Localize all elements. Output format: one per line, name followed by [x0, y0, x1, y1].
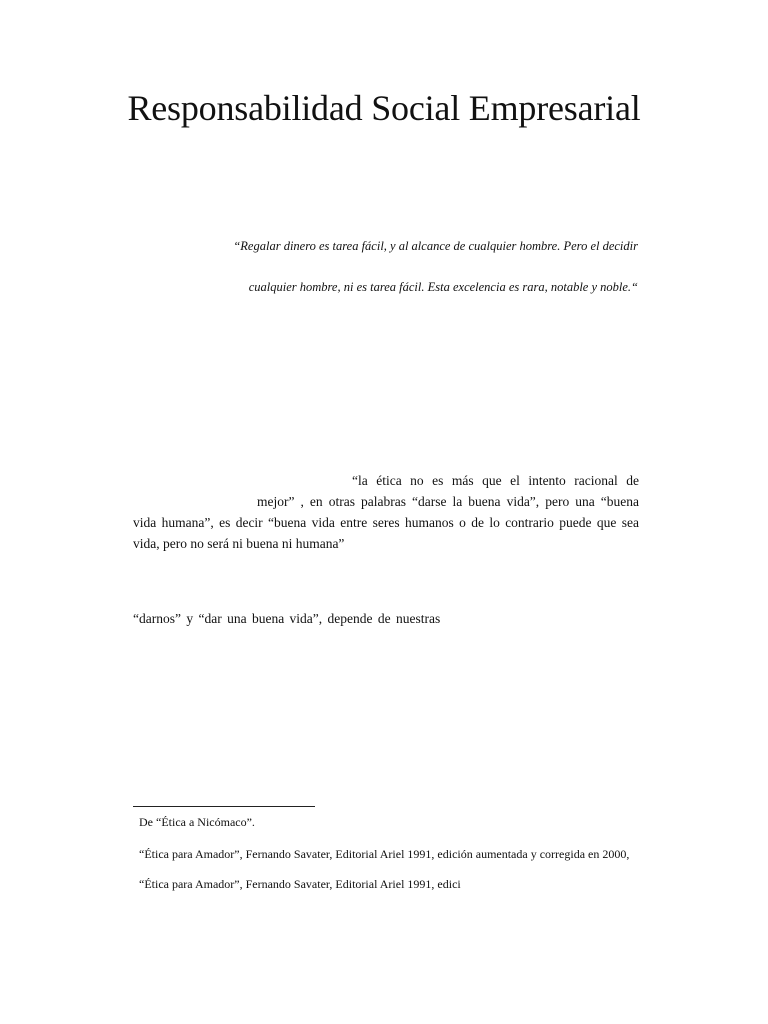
body-line-4: vida, pero no será ni buena ni humana”: [133, 536, 345, 551]
body-line-1: “la ética no es más que el intento racional de: [352, 473, 639, 488]
epigraph-line-2: cualquier hombre, ni es tarea fácil. Esta excelencia es rara, notable y noble.“: [248, 280, 638, 294]
footnote-3: “Ética para Amador”, Fernando Savater, Editorial Ariel 1991, edici: [139, 877, 461, 891]
body-line-2: mejor” , en otras palabras “darse la buena vida”, pero una “buena: [257, 494, 639, 509]
document-title: Responsabilidad Social Empresarial: [127, 88, 641, 128]
footnote-1: De “Ética a Nicómaco”.: [139, 815, 255, 829]
footnote-2: “Ética para Amador”, Fernando Savater, Editorial Ariel 1991, edición aumentada y corregida en 2000,: [139, 847, 630, 861]
epigraph-line-1: “Regalar dinero es tarea fácil, y al alcance de cualquier hombre. Pero el decidir: [233, 239, 638, 253]
footnote-separator: [133, 806, 315, 807]
body-line-3: vida humana”, es decir “buena vida entre seres humanos o de lo contrario puede que sea: [133, 515, 639, 530]
body-line-5: “darnos” y “dar una buena vida”, depende de nuestras: [133, 611, 441, 626]
